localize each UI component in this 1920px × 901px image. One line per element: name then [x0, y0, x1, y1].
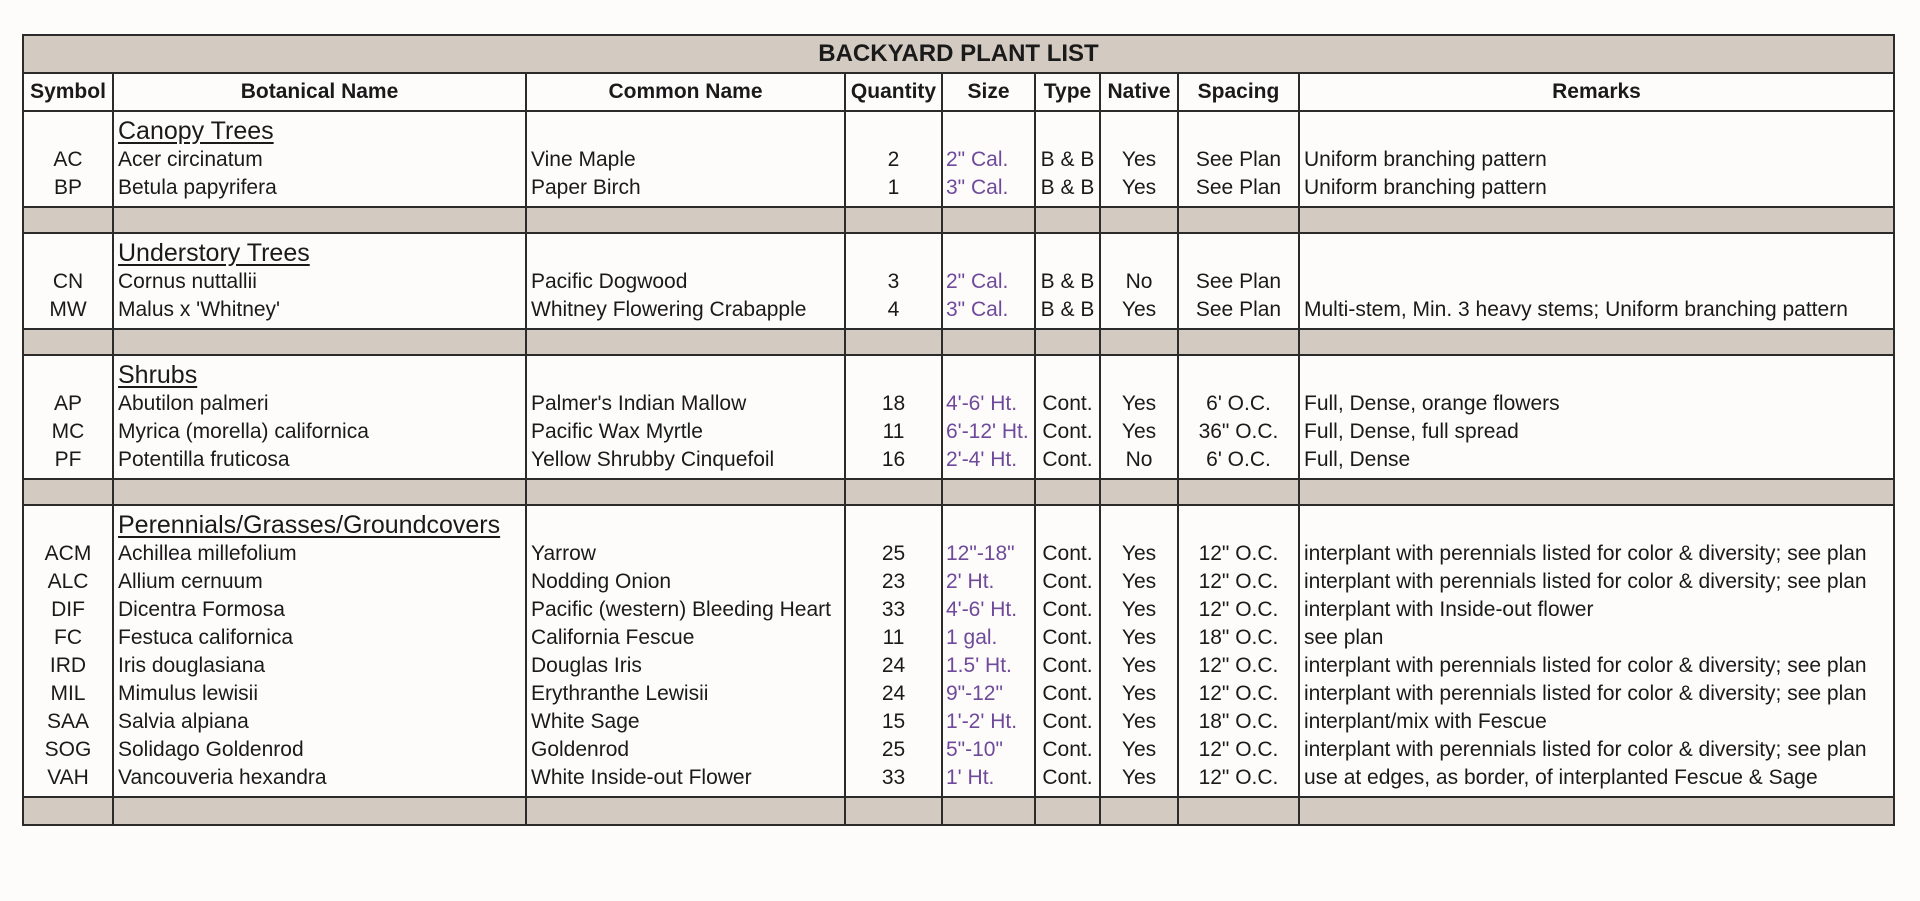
cell-common — [527, 202, 846, 206]
cell-size: 4'-6' Ht. — [943, 596, 1036, 624]
cell-quantity: 3 — [846, 268, 943, 296]
cell-size: 1 gal. — [943, 624, 1036, 652]
cell-native — [1101, 202, 1179, 206]
cell-type: Cont. — [1036, 708, 1101, 736]
cell-symbol: MIL — [24, 680, 114, 708]
cell-quantity: 25 — [846, 540, 943, 568]
table-row — [24, 418, 1893, 446]
cell-common — [527, 234, 846, 268]
cell-size: 1' Ht. — [943, 764, 1036, 792]
sections-container — [24, 112, 1893, 824]
cell-quantity: 18 — [846, 390, 943, 418]
cell-quantity — [846, 506, 943, 540]
cell-native: Yes — [1101, 540, 1179, 568]
cell-size — [943, 792, 1036, 796]
cell-native: Yes — [1101, 174, 1179, 202]
cell-spacing: 12" O.C. — [1179, 568, 1300, 596]
cell-common: Douglas Iris — [527, 652, 846, 680]
cell-remarks: see plan — [1304, 626, 1384, 649]
cell-botanical: Solidago Goldenrod — [114, 736, 527, 764]
cell-botanical — [114, 480, 527, 504]
cell-native: Yes — [1101, 708, 1179, 736]
cell-botanical — [114, 324, 527, 328]
cell-quantity — [846, 792, 943, 796]
cell-quantity: 2 — [846, 146, 943, 174]
section-heading-row — [24, 356, 1893, 390]
table-row — [24, 174, 1893, 202]
cell-size: 9"-12" — [943, 680, 1036, 708]
table-row — [24, 624, 1893, 652]
cell-quantity: 1 — [846, 174, 943, 202]
cell-remarks — [1300, 330, 1893, 354]
cell-native: Yes — [1101, 764, 1179, 792]
cell-spacing — [1179, 208, 1300, 232]
cell-size — [943, 208, 1036, 232]
cell-symbol — [24, 234, 114, 268]
cell-symbol — [24, 506, 114, 540]
cell-spacing — [1179, 474, 1300, 478]
cell-spacing — [1179, 480, 1300, 504]
cell-remarks — [1300, 234, 1893, 268]
cell-symbol — [24, 474, 114, 478]
cell-quantity: 16 — [846, 446, 943, 474]
cell-native: Yes — [1101, 418, 1179, 446]
cell-remarks — [1300, 798, 1893, 824]
cell-native — [1101, 474, 1179, 478]
cell-common — [527, 208, 846, 232]
cell-common: White Sage — [527, 708, 846, 736]
table-row — [24, 736, 1893, 764]
cell-remarks — [1300, 356, 1893, 390]
cell-size — [943, 202, 1036, 206]
cell-symbol: CN — [24, 268, 114, 296]
cell-size — [943, 356, 1036, 390]
cell-remarks: interplant with Inside-out flower — [1304, 598, 1594, 621]
cell-remarks: interplant with perennials listed for color & diversity; see plan — [1304, 654, 1867, 677]
cell-symbol: IRD — [24, 652, 114, 680]
cell-quantity — [846, 208, 943, 232]
cell-size: 6'-12' Ht. — [943, 418, 1036, 446]
cell-symbol — [24, 330, 114, 354]
section-heading: Shrubs — [114, 356, 527, 390]
section-heading: Understory Trees — [114, 234, 527, 268]
cell-symbol: DIF — [24, 596, 114, 624]
section-divider-band — [24, 798, 1893, 824]
cell-symbol: SOG — [24, 736, 114, 764]
cell-botanical: Acer circinatum — [114, 146, 527, 174]
cell-remarks — [1300, 506, 1893, 540]
cell-size: 2'-4' Ht. — [943, 446, 1036, 474]
table-row — [24, 540, 1893, 568]
cell-botanical: Allium cernuum — [114, 568, 527, 596]
cell-quantity: 15 — [846, 708, 943, 736]
cell-remarks — [1300, 202, 1893, 206]
row-spacer — [24, 792, 1893, 796]
section-heading-row — [24, 506, 1893, 540]
cell-spacing: See Plan — [1179, 174, 1300, 202]
cell-spacing — [1179, 112, 1300, 146]
section-group — [24, 506, 1893, 798]
cell-quantity — [846, 234, 943, 268]
cell-type: Cont. — [1036, 390, 1101, 418]
cell-native: Yes — [1101, 146, 1179, 174]
cell-symbol: BP — [24, 174, 114, 202]
cell-spacing: 12" O.C. — [1179, 764, 1300, 792]
cell-quantity: 24 — [846, 680, 943, 708]
cell-native: Yes — [1101, 390, 1179, 418]
cell-quantity: 25 — [846, 736, 943, 764]
cell-native — [1101, 234, 1179, 268]
cell-native: Yes — [1101, 736, 1179, 764]
cell-quantity — [846, 330, 943, 354]
cell-symbol: AP — [24, 390, 114, 418]
header-row — [24, 74, 1893, 112]
table-row — [24, 446, 1893, 474]
cell-quantity — [846, 202, 943, 206]
cell-quantity — [846, 356, 943, 390]
header-native: Native — [1101, 74, 1179, 110]
header-type: Type — [1036, 74, 1101, 110]
cell-quantity: 23 — [846, 568, 943, 596]
cell-spacing — [1179, 356, 1300, 390]
cell-size — [943, 506, 1036, 540]
cell-type — [1036, 480, 1101, 504]
cell-type — [1036, 234, 1101, 268]
cell-remarks — [1300, 474, 1893, 478]
cell-symbol — [24, 202, 114, 206]
header-botanical: Botanical Name — [114, 74, 527, 110]
table-row — [24, 680, 1893, 708]
cell-remarks — [1300, 480, 1893, 504]
header-spacing: Spacing — [1179, 74, 1300, 110]
table-row — [24, 390, 1893, 418]
cell-common — [527, 474, 846, 478]
cell-spacing — [1179, 324, 1300, 328]
cell-remarks — [1300, 792, 1893, 796]
cell-quantity — [846, 480, 943, 504]
cell-type — [1036, 330, 1101, 354]
cell-botanical — [114, 208, 527, 232]
cell-botanical: Cornus nuttallii — [114, 268, 527, 296]
cell-size: 1.5' Ht. — [943, 652, 1036, 680]
cell-size: 2" Cal. — [943, 146, 1036, 174]
header-common: Common Name — [527, 74, 846, 110]
cell-size — [943, 324, 1036, 328]
cell-native — [1101, 480, 1179, 504]
cell-botanical: Betula papyrifera — [114, 174, 527, 202]
section-group — [24, 112, 1893, 208]
cell-type — [1036, 324, 1101, 328]
cell-spacing: 12" O.C. — [1179, 652, 1300, 680]
cell-quantity: 33 — [846, 596, 943, 624]
cell-remarks: Full, Dense, full spread — [1304, 420, 1519, 443]
cell-size — [943, 234, 1036, 268]
cell-spacing — [1179, 330, 1300, 354]
cell-quantity — [846, 474, 943, 478]
cell-type: Cont. — [1036, 418, 1101, 446]
table-row — [24, 568, 1893, 596]
table-row — [24, 268, 1893, 296]
cell-spacing — [1179, 234, 1300, 268]
cell-type: Cont. — [1036, 652, 1101, 680]
cell-symbol — [24, 480, 114, 504]
section-heading-row — [24, 112, 1893, 146]
cell-botanical: Festuca californica — [114, 624, 527, 652]
cell-remarks: Multi-stem, Min. 3 heavy stems; Uniform branching pattern — [1304, 298, 1848, 321]
table-row — [24, 764, 1893, 792]
cell-common: Goldenrod — [527, 736, 846, 764]
cell-native: Yes — [1101, 680, 1179, 708]
cell-remarks: use at edges, as border, of interplanted Fescue & Sage — [1304, 766, 1818, 789]
cell-type: Cont. — [1036, 540, 1101, 568]
table-row — [24, 708, 1893, 736]
cell-spacing: 12" O.C. — [1179, 736, 1300, 764]
cell-type — [1036, 208, 1101, 232]
cell-remarks: interplant/mix with Fescue — [1304, 710, 1547, 733]
cell-symbol: ACM — [24, 540, 114, 568]
cell-type — [1036, 474, 1101, 478]
cell-native — [1101, 506, 1179, 540]
cell-quantity — [846, 324, 943, 328]
cell-type: Cont. — [1036, 736, 1101, 764]
cell-botanical: Potentilla fruticosa — [114, 446, 527, 474]
cell-spacing: 12" O.C. — [1179, 596, 1300, 624]
cell-type: Cont. — [1036, 624, 1101, 652]
table-row — [24, 296, 1893, 324]
cell-size — [943, 480, 1036, 504]
cell-common: California Fescue — [527, 624, 846, 652]
cell-spacing: 12" O.C. — [1179, 540, 1300, 568]
cell-common: Palmer's Indian Mallow — [527, 390, 846, 418]
cell-botanical — [114, 202, 527, 206]
cell-native — [1101, 112, 1179, 146]
cell-native: Yes — [1101, 296, 1179, 324]
cell-native: Yes — [1101, 652, 1179, 680]
cell-type: B & B — [1036, 174, 1101, 202]
cell-type — [1036, 506, 1101, 540]
cell-botanical — [114, 474, 527, 478]
cell-remarks: interplant with perennials listed for color & diversity; see plan — [1304, 570, 1867, 593]
header-size: Size — [943, 74, 1036, 110]
cell-type: Cont. — [1036, 596, 1101, 624]
cell-remarks — [1300, 268, 1893, 296]
cell-common — [527, 356, 846, 390]
cell-common — [527, 112, 846, 146]
cell-type: Cont. — [1036, 764, 1101, 792]
section-heading: Canopy Trees — [114, 112, 527, 146]
cell-native — [1101, 324, 1179, 328]
cell-size — [943, 330, 1036, 354]
cell-type — [1036, 356, 1101, 390]
cell-common — [527, 330, 846, 354]
cell-native — [1101, 330, 1179, 354]
cell-common: White Inside-out Flower — [527, 764, 846, 792]
header-symbol: Symbol — [24, 74, 114, 110]
cell-symbol — [24, 792, 114, 796]
cell-size — [943, 112, 1036, 146]
cell-spacing: See Plan — [1179, 268, 1300, 296]
cell-common: Yellow Shrubby Cinquefoil — [527, 446, 846, 474]
cell-spacing: 18" O.C. — [1179, 624, 1300, 652]
cell-remarks — [1300, 208, 1893, 232]
table-row — [24, 652, 1893, 680]
plant-list-table — [22, 34, 1895, 826]
cell-size: 5"-10" — [943, 736, 1036, 764]
cell-size — [943, 474, 1036, 478]
cell-common — [527, 792, 846, 796]
cell-symbol: SAA — [24, 708, 114, 736]
section-divider-band — [24, 480, 1893, 506]
table-title: BACKYARD PLANT LIST — [24, 36, 1893, 74]
cell-symbol: VAH — [24, 764, 114, 792]
cell-remarks — [1300, 324, 1893, 328]
section-divider-band — [24, 330, 1893, 356]
cell-common: Pacific Dogwood — [527, 268, 846, 296]
cell-botanical: Malus x 'Whitney' — [114, 296, 527, 324]
cell-common — [527, 324, 846, 328]
cell-type — [1036, 112, 1101, 146]
cell-spacing — [1179, 506, 1300, 540]
cell-quantity: 11 — [846, 624, 943, 652]
cell-quantity: 4 — [846, 296, 943, 324]
cell-quantity: 33 — [846, 764, 943, 792]
cell-type: B & B — [1036, 146, 1101, 174]
section-heading-row — [24, 234, 1893, 268]
section-group — [24, 234, 1893, 330]
cell-native: No — [1101, 268, 1179, 296]
row-spacer — [24, 324, 1893, 328]
cell-quantity — [846, 112, 943, 146]
cell-common — [527, 798, 846, 824]
cell-spacing — [1179, 792, 1300, 796]
cell-size: 3" Cal. — [943, 174, 1036, 202]
cell-size: 2' Ht. — [943, 568, 1036, 596]
cell-quantity — [846, 798, 943, 824]
cell-spacing: 6' O.C. — [1179, 446, 1300, 474]
cell-type — [1036, 798, 1101, 824]
cell-symbol: MC — [24, 418, 114, 446]
section-divider-band — [24, 208, 1893, 234]
cell-spacing — [1179, 202, 1300, 206]
cell-type — [1036, 202, 1101, 206]
cell-size: 12"-18" — [943, 540, 1036, 568]
section-heading: Perennials/Grasses/Groundcovers — [114, 506, 527, 540]
cell-size: 2" Cal. — [943, 268, 1036, 296]
cell-botanical: Vancouveria hexandra — [114, 764, 527, 792]
cell-spacing: See Plan — [1179, 296, 1300, 324]
cell-spacing: 6' O.C. — [1179, 390, 1300, 418]
cell-common: Nodding Onion — [527, 568, 846, 596]
cell-type: B & B — [1036, 296, 1101, 324]
cell-native: Yes — [1101, 624, 1179, 652]
cell-symbol — [24, 356, 114, 390]
cell-quantity: 11 — [846, 418, 943, 446]
cell-botanical: Myrica (morella) californica — [114, 418, 527, 446]
cell-type — [1036, 792, 1101, 796]
cell-native — [1101, 792, 1179, 796]
cell-botanical: Mimulus lewisii — [114, 680, 527, 708]
cell-botanical — [114, 330, 527, 354]
cell-remarks: Uniform branching pattern — [1304, 148, 1547, 171]
cell-remarks: interplant with perennials listed for color & diversity; see plan — [1304, 542, 1867, 565]
cell-size: 3" Cal. — [943, 296, 1036, 324]
cell-remarks: Full, Dense, orange flowers — [1304, 392, 1560, 415]
table-row — [24, 146, 1893, 174]
section-group — [24, 356, 1893, 480]
row-spacer — [24, 202, 1893, 206]
cell-common: Pacific Wax Myrtle — [527, 418, 846, 446]
cell-remarks: interplant with perennials listed for color & diversity; see plan — [1304, 738, 1867, 761]
cell-remarks: Full, Dense — [1304, 448, 1411, 471]
cell-common: Yarrow — [527, 540, 846, 568]
cell-botanical: Salvia alpiana — [114, 708, 527, 736]
row-spacer — [24, 474, 1893, 478]
cell-symbol: AC — [24, 146, 114, 174]
cell-botanical — [114, 792, 527, 796]
cell-quantity: 24 — [846, 652, 943, 680]
header-quantity: Quantity — [846, 74, 943, 110]
table-row — [24, 596, 1893, 624]
cell-size: 4'-6' Ht. — [943, 390, 1036, 418]
cell-symbol — [24, 324, 114, 328]
cell-native: Yes — [1101, 596, 1179, 624]
cell-type: B & B — [1036, 268, 1101, 296]
cell-common: Paper Birch — [527, 174, 846, 202]
cell-native: Yes — [1101, 568, 1179, 596]
cell-native — [1101, 356, 1179, 390]
cell-common: Pacific (western) Bleeding Heart — [527, 596, 846, 624]
cell-symbol — [24, 798, 114, 824]
cell-spacing: 36" O.C. — [1179, 418, 1300, 446]
cell-botanical: Achillea millefolium — [114, 540, 527, 568]
cell-common: Vine Maple — [527, 146, 846, 174]
cell-size — [943, 798, 1036, 824]
cell-botanical: Abutilon palmeri — [114, 390, 527, 418]
cell-spacing: 12" O.C. — [1179, 680, 1300, 708]
cell-symbol — [24, 208, 114, 232]
cell-common — [527, 506, 846, 540]
cell-type: Cont. — [1036, 680, 1101, 708]
cell-remarks: interplant with perennials listed for color & diversity; see plan — [1304, 682, 1867, 705]
cell-symbol: MW — [24, 296, 114, 324]
cell-remarks — [1300, 112, 1893, 146]
cell-botanical: Dicentra Formosa — [114, 596, 527, 624]
cell-symbol: ALC — [24, 568, 114, 596]
cell-symbol: PF — [24, 446, 114, 474]
cell-symbol — [24, 112, 114, 146]
cell-native — [1101, 798, 1179, 824]
cell-spacing — [1179, 798, 1300, 824]
cell-native — [1101, 208, 1179, 232]
cell-size: 1'-2' Ht. — [943, 708, 1036, 736]
cell-common: Whitney Flowering Crabapple — [527, 296, 846, 324]
cell-native: No — [1101, 446, 1179, 474]
cell-type: Cont. — [1036, 568, 1101, 596]
cell-symbol: FC — [24, 624, 114, 652]
cell-botanical: Iris douglasiana — [114, 652, 527, 680]
cell-spacing: 18" O.C. — [1179, 708, 1300, 736]
cell-botanical — [114, 798, 527, 824]
cell-common: Erythranthe Lewisii — [527, 680, 846, 708]
cell-common — [527, 480, 846, 504]
cell-spacing: See Plan — [1179, 146, 1300, 174]
header-remarks: Remarks — [1552, 80, 1641, 103]
cell-type: Cont. — [1036, 446, 1101, 474]
cell-remarks: Uniform branching pattern — [1304, 176, 1547, 199]
